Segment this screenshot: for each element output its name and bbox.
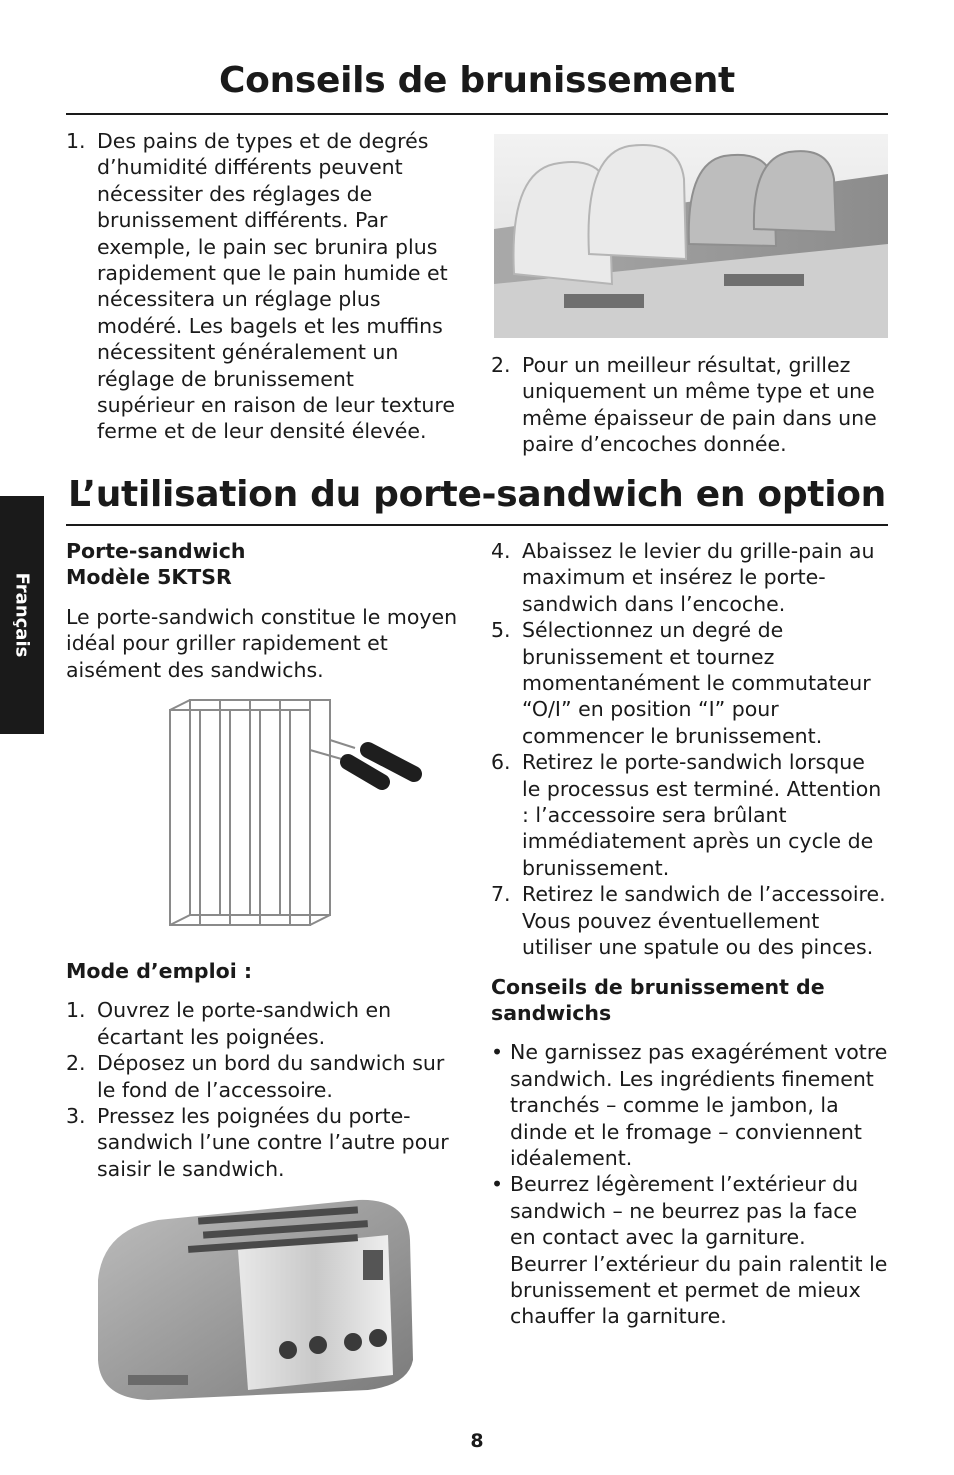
- language-side-tab: Français: [0, 496, 44, 734]
- list-item: • Ne garnissez pas exagérément votre sandwich. Les ingrédients finement tranchés – comme le jambon, la dinde et le fromage – conviennent idéalement.: [491, 1040, 888, 1170]
- toast-slices-photo: [494, 134, 888, 338]
- sandwich-rack-illustration: [130, 690, 425, 952]
- list-item: 3. Pressez les poignées du porte-sandwich l’une contre l’autre pour saisir le sandwich.: [66, 1104, 449, 1181]
- toaster-illustration: [88, 1190, 418, 1408]
- mode-steps-right: [491, 538, 888, 961]
- product-heading: Porte-sandwich Modèle 5KTSR: [66, 539, 246, 590]
- list-item: 1. Ouvrez le porte-sandwich en écartant les poignées.: [66, 998, 392, 1049]
- list-item: 4. Abaissez le levier du grille-pain au maximum et insérez le porte-sandwich dans l’encoche.: [491, 539, 875, 616]
- list-item: • Beurrez légèrement l’extérieur du sandwich – ne beurrez pas la face en contact avec la garniture. Beurrer l’extérieur du pain ralentit le brunissement et permet de mieux chauffer la garniture.: [491, 1172, 888, 1329]
- tips-list: [491, 1039, 888, 1329]
- list-item: 1. Des pains de types et de degrés d’humidité différents peuvent nécessiter des réglages de brunissement différents. Par exemple, le pain sec brunira plus rapidement que le pain humide et nécessitera un réglage plus modéré. Les bagels et les muffins nécessitent généralement un réglage de brunissement supérieur en raison de leur texture ferme et de leur densité élevée.: [66, 129, 455, 444]
- list-item: 2. Déposez un bord du sandwich sur le fond de l’accessoire.: [66, 1051, 445, 1102]
- mode-section: [66, 958, 458, 1182]
- list-item: 2. Pour un meilleur résultat, grillez uniquement un même type et une même épaisseur de pain dans une paire d’encoches donnée.: [491, 353, 877, 457]
- list-item: 6. Retirez le porte-sandwich lorsque le processus est terminé. Attention : l’accessoire sera brûlant immédiatement après un cycle de brunissement.: [491, 750, 882, 880]
- mode-steps-left: [66, 997, 458, 1182]
- section-title-browning-tips: Conseils de brunissement: [219, 60, 735, 101]
- list-item: 7. Retirez le sandwich de l’accessoire. Vous pouvez éventuellement utiliser une spatule ou des pinces.: [491, 882, 886, 960]
- title-rule: [66, 113, 888, 115]
- tips-heading: Conseils de brunissement de sandwichs: [491, 974, 825, 1025]
- title-rule: [66, 524, 888, 526]
- right-column: [491, 538, 888, 1330]
- intro-paragraph: Le porte-sandwich constitue le moyen idéal pour griller rapidement et aisément des sandwichs.: [66, 604, 458, 682]
- section-title-sandwich-rack: L’utilisation du porte-sandwich en option: [67, 474, 887, 515]
- browning-steps-right: [491, 352, 888, 458]
- page-number: 8: [470, 1430, 484, 1452]
- list-item: 5. Sélectionnez un degré de brunissement et tournez momentanément le commutateur “O/I” en position “I” pour commencer le brunissement.: [491, 618, 871, 748]
- browning-steps-left: [66, 128, 456, 445]
- mode-heading: Mode d’emploi :: [66, 959, 253, 983]
- left-column: [66, 538, 458, 683]
